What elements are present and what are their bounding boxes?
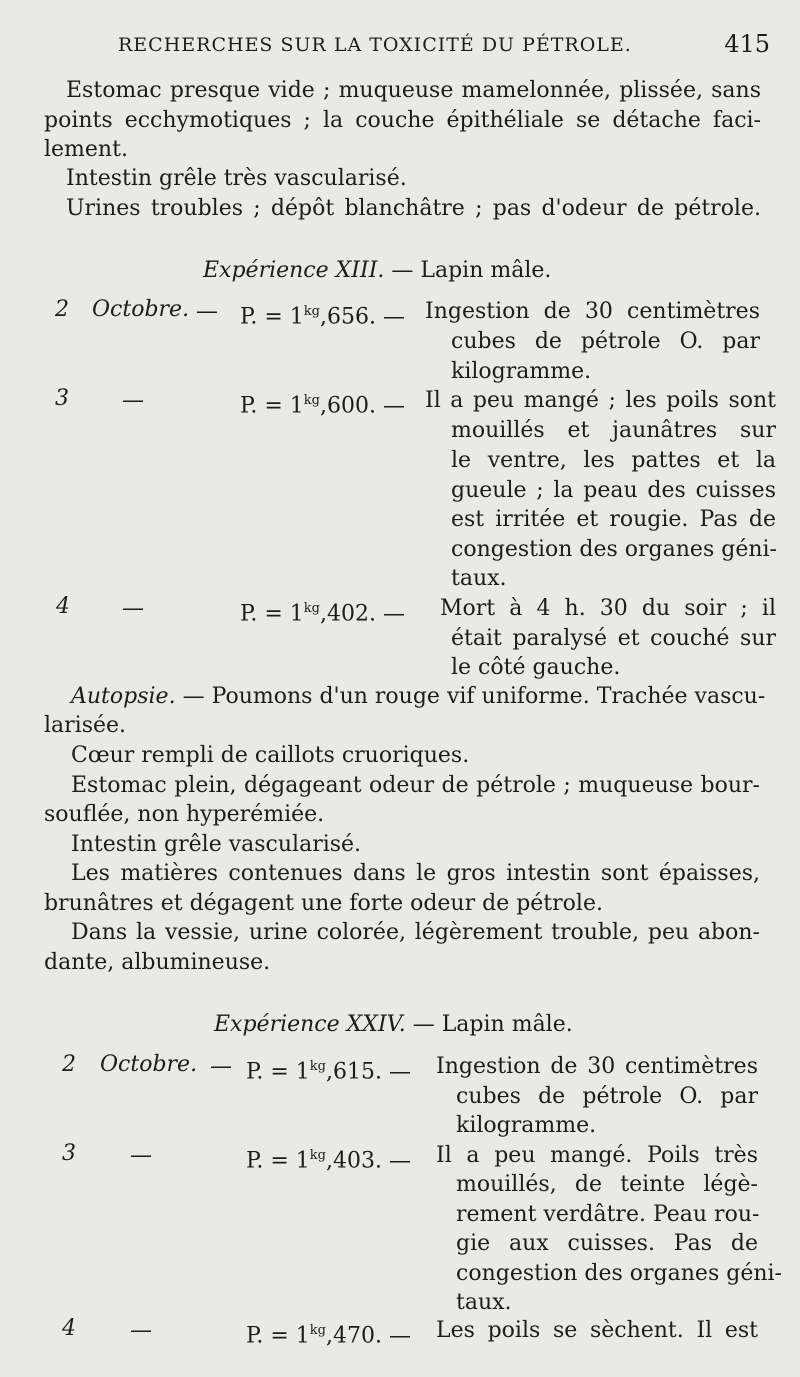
row-dash: — bbox=[196, 299, 218, 324]
text-line: points ecchymotiques ; la couche épithéliale se détache faci- bbox=[44, 108, 761, 133]
row-day: 4 bbox=[62, 1316, 76, 1341]
running-title: RECHERCHES SUR LA TOXICITÉ DU PÉTROLE. bbox=[118, 34, 632, 56]
row-weight: P. = $1^{kg},600$. — bbox=[240, 393, 405, 419]
row-day: 2 bbox=[55, 297, 69, 322]
row-weight: P. = $1^{kg},615$. — bbox=[246, 1059, 411, 1085]
experiment-subject: — Lapin mâle. bbox=[391, 258, 552, 283]
row-month: Octobre. bbox=[92, 297, 190, 322]
row-dash: — bbox=[130, 1143, 152, 1168]
row-day: 4 bbox=[56, 594, 70, 619]
row-text: kilogramme. bbox=[456, 1113, 597, 1138]
row-text: Ingestion de 30 centimètres bbox=[425, 299, 760, 324]
autopsy-text: — Poumons d'un rouge vif uniforme. Trachée vascu- bbox=[182, 684, 766, 709]
autopsy-label: Autopsie. bbox=[71, 684, 176, 709]
row-text: Les poils se sèchent. Il est bbox=[436, 1318, 758, 1343]
row-dash: — bbox=[122, 388, 144, 413]
row-weight: P. = $1^{kg},656$. — bbox=[240, 304, 405, 330]
row-text: le ventre, les pattes et la bbox=[451, 448, 776, 473]
text-line: brunâtres et dégagent une forte odeur de pétrole. bbox=[44, 891, 603, 916]
text-line: Les matières contenues dans le gros intestin sont épaisses, bbox=[71, 861, 760, 886]
text-line: souflée, non hyperémiée. bbox=[44, 802, 325, 827]
row-day: 3 bbox=[62, 1141, 76, 1166]
experiment-subject: — Lapin mâle. bbox=[412, 1012, 573, 1037]
row-text: cubes de pétrole O. par bbox=[456, 1084, 758, 1109]
row-day: 2 bbox=[62, 1052, 76, 1077]
row-weight: P. = $1^{kg},470$. — bbox=[246, 1323, 411, 1349]
row-text: est irritée et rougie. Pas de bbox=[451, 507, 776, 532]
row-text: mouillés et jaunâtres sur bbox=[451, 418, 776, 443]
experiment-heading bbox=[214, 1010, 573, 1040]
row-text: kilogramme. bbox=[451, 359, 592, 384]
text-line: Estomac plein, dégageant odeur de pétrole ; muqueuse bour- bbox=[71, 773, 760, 798]
row-dash: — bbox=[130, 1318, 152, 1343]
page-number: 415 bbox=[724, 30, 770, 58]
row-text: Ingestion de 30 centimètres bbox=[436, 1054, 758, 1079]
row-text: taux. bbox=[451, 566, 507, 591]
running-header bbox=[118, 30, 770, 58]
row-text: Mort à 4 h. 30 du soir ; il bbox=[440, 596, 776, 621]
text-line: dante, albumineuse. bbox=[44, 950, 271, 975]
text-line: larisée. bbox=[44, 713, 127, 738]
row-text: mouillés, de teinte légè- bbox=[456, 1172, 758, 1197]
text-line: lement. bbox=[44, 137, 128, 162]
row-text: le côté gauche. bbox=[451, 655, 621, 680]
row-text: cubes de pétrole O. par bbox=[451, 329, 760, 354]
text-line: Dans la vessie, urine colorée, légèrement trouble, peu abon- bbox=[71, 920, 760, 945]
row-weight: P. = $1^{kg},402$. — bbox=[240, 601, 405, 627]
text-line: Urines troubles ; dépôt blanchâtre ; pas d'odeur de pétrole. bbox=[66, 196, 761, 221]
experiment-title: Expérience XXIV. bbox=[214, 1012, 406, 1037]
row-text: Il a peu mangé ; les poils sont bbox=[425, 388, 776, 413]
row-text: gueule ; la peau des cuisses bbox=[451, 478, 776, 503]
text-line: Intestin grêle vascularisé. bbox=[71, 832, 362, 857]
row-dash: — bbox=[210, 1054, 232, 1079]
row-text: gie aux cuisses. Pas de bbox=[456, 1231, 758, 1256]
experiment-title: Expérience XIII. bbox=[203, 258, 385, 283]
row-text: congestion des organes géni- bbox=[456, 1261, 782, 1286]
row-text: rement verdâtre. Peau rou- bbox=[456, 1202, 760, 1227]
row-weight: P. = $1^{kg},403$. — bbox=[246, 1148, 411, 1174]
autopsy-line bbox=[71, 682, 766, 712]
experiment-heading bbox=[203, 256, 551, 286]
row-month: Octobre. bbox=[100, 1052, 198, 1077]
text-line: Cœur rempli de caillots cruoriques. bbox=[71, 743, 470, 768]
text-line: Estomac presque vide ; muqueuse mamelonnée, plissée, sans bbox=[66, 78, 761, 103]
row-text: était paralysé et couché sur bbox=[451, 626, 776, 651]
text-line: Intestin grêle très vascularisé. bbox=[66, 166, 407, 191]
row-text: taux. bbox=[456, 1290, 512, 1315]
row-day: 3 bbox=[55, 386, 69, 411]
row-text: congestion des organes géni- bbox=[451, 537, 777, 562]
row-text: Il a peu mangé. Poils très bbox=[436, 1143, 758, 1168]
row-dash: — bbox=[122, 596, 144, 621]
